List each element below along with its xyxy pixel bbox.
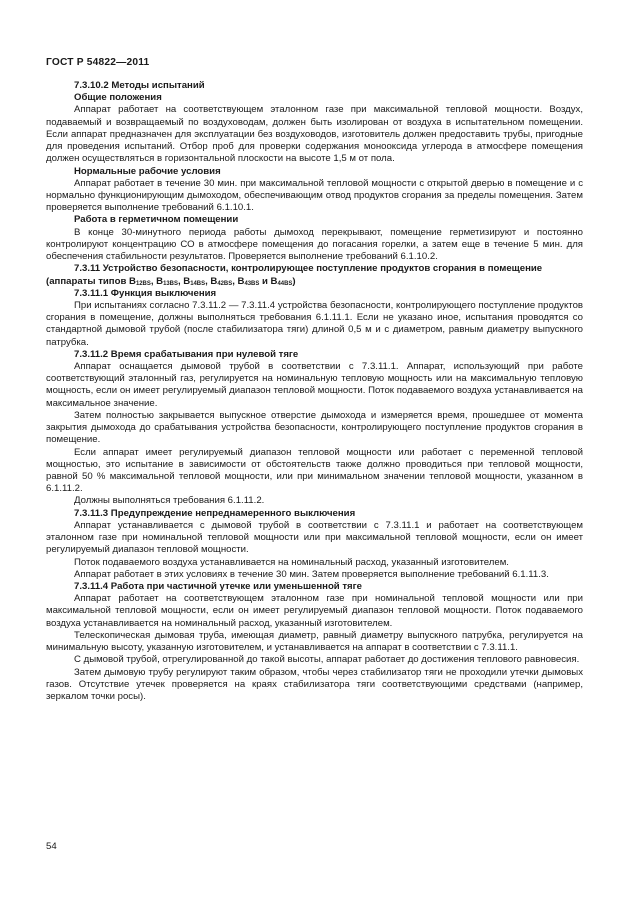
page-number: 54 [46,841,57,852]
body-paragraph: В конце 30-минутного периода работы дымоход перекрывают, помещение герметизируют и постоянно контролируют концентрацию СО в атмосфере помещения до погасания горелки, а затем еще в течение 5 мин. для обеспечения стабильности результатов. Проверяется выполнение требований 6.1.10.2. [46,226,583,263]
section-heading: 7.3.11.1 Функция выключения [74,287,217,299]
document-body [46,80,583,703]
body-paragraph: При испытаниях согласно 7.3.11.2 — 7.3.11.4 устройства безопасности, контролирующего поступление продуктов сгорания в помещение, должны выполняться требования 6.1.11.1. Если не указано иное, испытания проводятся со стандартной дымовой трубой (после стабилизатора тяги) длиной 0,5 м и с диаметром, равным диаметру выпускного патрубка. [46,299,583,348]
appliance-type-subscript: 13BS [163,280,178,287]
body-paragraph: Аппарат работает на соответствующем эталонном газе при номинальной тепловой мощности или при максимальной тепловой мощности, если он имеет регулируемый диапазон тепловой мощности. Поток подаваемого воздуха устанавливается на номинальный расход, указанный изготовителем. [46,593,583,629]
section-heading: 7.3.11.4 Работа при частичной утечке или уменьшенной тяге [74,580,362,592]
body-paragraph: Аппарат работает в этих условиях в течение 30 мин. Затем проверяется выполнение требований 6.1.11.3. [74,568,549,580]
body-paragraph: Аппарат оснащается дымовой трубой в соответствии с 7.3.11.1. Аппарат, использующий при работе соответствующий эталонный газ, регулируется на номинальную тепловую мощность или на максимальную тепловую мощность, если он имеет регулируемый диапазон тепловой мощности. Поток подаваемого воздуха устанавливается на максимальное значение. [46,361,583,409]
appliance-type-subscript: 14BS [190,280,206,287]
subsection-heading: Общие положения [74,92,162,104]
subsection-heading: Нормальные рабочие условия [74,165,221,177]
body-paragraph: Аппарат работает в течение 30 мин. при максимальной тепловой мощности с открытой дверью в помещение и с нормально функционирующим дымоходом, обеспечивающим отвод продуктов сгорания за пределы помещения. Затем проверяется выполнение требований 6.1.10.1. [46,177,583,214]
appliance-type-subscript: 42BS [217,280,233,287]
appliance-type-subscript: 44BS [277,280,293,287]
body-paragraph: Аппарат устанавливается с дымовой трубой в соответствии с 7.3.11.1 и работает на соответствующем эталонном газе при номинальной тепловой мощности или при максимальной тепловой мощности, если он имеет регулируемый диапазон тепловой мощности. [46,519,583,556]
subsection-heading: Работа в герметичном помещении [74,214,239,226]
section-heading: 7.3.11.3 Предупреждение непреднамеренного выключения [74,507,356,519]
body-paragraph: Затем полностью закрывается выпускное отверстие дымохода и измеряется время, прошедшее от момента закрытия дымохода до срабатывания устройства безопасности, контролирующего поступление продуктов сгорания в помещение. [46,409,583,446]
body-paragraph: Аппарат работает на соответствующем эталонном газе при максимальной тепловой мощности. Воздух, подаваемый и возвращаемый по воздуховодам, должен быть изолирован от воздуха в испытательном помещении. Если аппарат предназначен для эксплуатации без воздуховодов, изготовитель должен предоставить трубы, пригодные для проведения испытаний. Отбор проб для проверки содержания монооксида углерода в атмосфере помещения должен осуществляться в горизонтальной плоскости на высоте 1,5 м от пола. [46,104,583,165]
section-heading: 7.3.10.2 Методы испытаний [74,80,205,91]
body-paragraph: Телескопическая дымовая труба, имеющая диаметр, равный диаметру выпускного патрубка, регулируется на минимальную высоту, указанную изготовителем, и устанавливается на аппарат в соответствии с 7.3.11.1. [46,629,583,654]
body-paragraph: Поток подаваемого воздуха устанавливается на номинальный расход, указанный изготовителем. [74,556,509,568]
section-heading: 7.3.11.2 Время срабатывания при нулевой тяге [74,348,299,360]
section-heading-appliance-types: 7.3.11 Устройство безопасности, контролирующее поступление продуктов сгорания в помещение (аппараты типов $B_{12BS}$, $B_{13BS}$, $B_{14BS}$, $B_{42BS}$, $B_{43BS}$ и $B_{44BS}$) [46,263,543,287]
body-paragraph: Должны выполняться требования 6.1.11.2. [74,495,265,507]
body-paragraph: Если аппарат имеет регулируемый диапазон тепловой мощности или работает с переменной тепловой мощностью, это испытание в зависимости от обстоятельств также должно проводиться при тепловой мощности, равной 50 % максимальной тепловой мощности, или при минимальном значении тепловой мощности, указанном в 6.1.11.2. [46,446,583,495]
body-paragraph: С дымовой трубой, отрегулированной до такой высоты, аппарат работает до достижения теплового равновесия. [74,654,580,666]
body-paragraph: Затем дымовую трубу регулируют таким образом, чтобы через стабилизатор тяги не проходили утечки дымовых газов. Отсутствие утечек проверяется на краях стабилизатора тяги соответствующими средствами (например, зеркалом точки росы). [46,666,583,702]
appliance-type-subscript: 12BS [135,280,151,287]
document-header: ГОСТ Р 54822—2011 [46,57,150,68]
appliance-type-subscript: 43BS [244,280,260,287]
